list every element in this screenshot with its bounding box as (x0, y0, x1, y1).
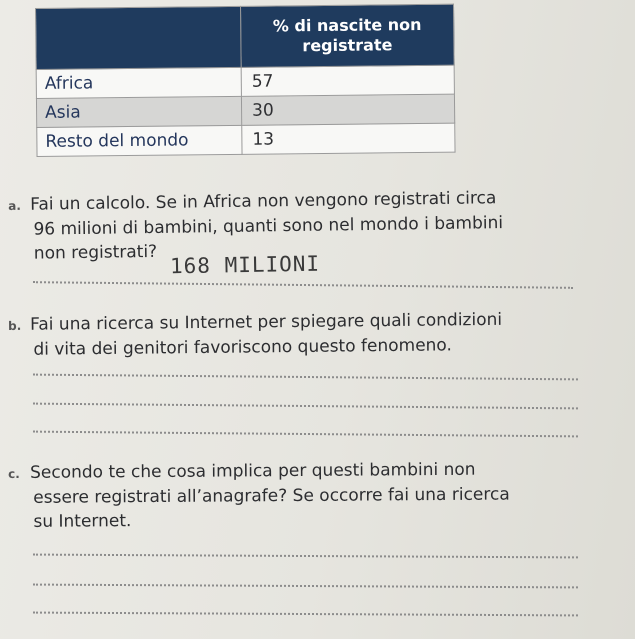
question-marker: b. (8, 318, 22, 333)
question-line: di vita dei genitori favoriscono questo fenomeno. (33, 335, 452, 360)
birth-registration-table (35, 4, 456, 157)
question-marker: c. (8, 466, 20, 481)
answer-line[interactable] (33, 403, 578, 410)
region-cell: Resto del mondo (37, 125, 242, 156)
answer-line[interactable] (33, 554, 578, 559)
table-row (37, 123, 455, 156)
answer-line[interactable] (33, 281, 573, 289)
handwritten-answer: 168 MILIONI (169, 251, 321, 279)
question-line: Fai un calcolo. Se in Africa non vengono registrati circa (30, 188, 497, 215)
table-corner-cell (36, 6, 242, 69)
answer-line[interactable] (33, 612, 578, 617)
question-line: 96 milioni di bambini, quanti sono nel mondo i bambini (33, 213, 504, 240)
answer-line[interactable] (33, 431, 578, 438)
question-line: su Internet. (33, 511, 132, 532)
percent-cell: 13 (242, 123, 455, 154)
question-marker: a. (8, 198, 21, 213)
table-row (36, 94, 454, 127)
table-header: % di nascite non registrate (240, 4, 454, 67)
answer-line[interactable] (33, 374, 578, 381)
region-cell: Africa (36, 67, 241, 98)
question-line: essere registrati all’anagrafe? Se occorre fai una ricerca (33, 484, 510, 508)
table-row (36, 65, 454, 98)
region-cell: Asia (36, 96, 241, 127)
question-line: Fai una ricerca su Internet per spiegare quali condizioni (30, 309, 503, 335)
question-line: Secondo te che cosa implica per questi bambini non (30, 459, 476, 483)
question-line: non registrati? (33, 241, 158, 264)
percent-cell: 57 (241, 65, 454, 96)
percent-cell: 30 (241, 94, 454, 125)
question-b (8, 307, 588, 362)
answer-line[interactable] (33, 584, 578, 589)
question-c (8, 457, 588, 534)
